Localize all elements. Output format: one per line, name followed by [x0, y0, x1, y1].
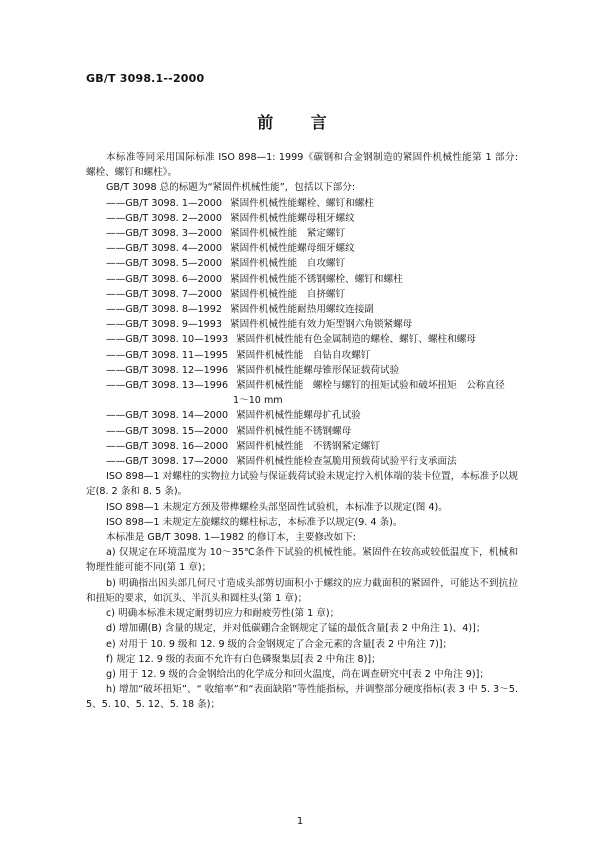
standard-code: ——GB/T 3098. 1—2000	[106, 197, 222, 209]
document-body	[86, 150, 518, 713]
standard-code: ——GB/T 3098. 2—2000	[106, 212, 222, 224]
standard-code: ——GB/T 3098. 15—2000	[106, 425, 229, 437]
body-paragraph: ISO 898—1 未规定方颈及带榫螺栓头部坚固性试验机，本标准予以规定(图 4)。	[106, 501, 448, 513]
list-item	[86, 317, 518, 332]
list-item	[86, 378, 518, 393]
list-item	[86, 272, 518, 287]
list-item	[86, 363, 518, 378]
standard-code: ——GB/T 3098. 12—1996	[106, 364, 229, 376]
list-item	[86, 287, 518, 302]
page-title: 前 言	[257, 113, 343, 132]
revision-item: d) 增加硼(B) 含量的规定，并对低碳硼合金钢规定了锰的最低含量[表 2 中角注 1)、4)]；	[106, 623, 486, 635]
standard-code: ——GB/T 3098. 10—1993	[106, 334, 229, 346]
standard-code: ——GB/T 3098. 13—1996	[106, 380, 229, 392]
standard-title: 紧固件机械性能螺栓、螺钉和螺柱	[229, 197, 374, 209]
list-item	[86, 332, 518, 347]
list-item	[86, 241, 518, 256]
list-item	[86, 211, 518, 226]
list-item	[86, 196, 518, 211]
revision-item: e) 对用于 10. 9 级和 12. 9 级的合金钢规定了合金元素的含量[表 2 中角注 7)]；	[106, 638, 453, 650]
standard-code: ——GB/T 3098. 7—2000	[106, 288, 222, 300]
standard-header-code: GB/T 3098.1--2000	[86, 72, 205, 85]
standard-title: 紧固件机械性能 自钻自攻螺钉	[236, 349, 371, 361]
standard-title: 紧固件机械性能 紧定螺钉	[229, 228, 346, 240]
standard-title: 紧固件机械性能 螺栓与螺钉的扭矩试验和破坏扭矩 公称直径	[236, 380, 505, 392]
standard-code: ——GB/T 3098. 17—2000	[106, 456, 229, 468]
revision-item: c) 明确本标准未规定耐剪切应力和耐疲劳性(第 1 章)；	[106, 608, 340, 620]
standard-title: 紧固件机械性能螺母锥形保证载荷试验	[236, 364, 400, 376]
body-paragraph: ISO 898—1 未规定左旋螺纹的螺柱标志，本标准予以规定(9. 4 条)。	[106, 516, 403, 528]
standard-code: ——GB/T 3098. 5—2000	[106, 258, 222, 270]
standard-code: ——GB/T 3098. 3—2000	[106, 228, 222, 240]
series-intro-paragraph: GB/T 3098 总的标题为“紧固件机械性能”，包括以下部分:	[106, 182, 356, 194]
standard-code: ——GB/T 3098. 11—1995	[106, 349, 229, 361]
standard-title: 紧固件机械性能 不锈钢紧定螺钉	[236, 440, 380, 452]
standard-code: ——GB/T 3098. 8—1992	[106, 304, 222, 316]
standard-title: 紧固件机械性能检查氢脆用预载荷试验平行支承面法	[236, 456, 457, 468]
standard-code: ——GB/T 3098. 16—2000	[106, 440, 229, 452]
standard-code: ——GB/T 3098. 4—2000	[106, 243, 222, 255]
revision-item: f) 规定 12. 9 级的表面不允许有白色磷聚集层[表 2 中角注 8)]；	[106, 653, 381, 665]
standard-code: ——GB/T 3098. 9—1993	[106, 319, 222, 331]
standard-title: 紧固件机械性能 自攻螺钉	[229, 258, 346, 270]
standards-list	[86, 196, 518, 470]
list-item	[86, 439, 518, 454]
list-item	[86, 348, 518, 363]
list-item	[86, 424, 518, 439]
standard-code: ——GB/T 3098. 6—2000	[106, 273, 222, 285]
standard-title: 紧固件机械性能不锈钢螺母	[236, 425, 352, 437]
body-paragraph: ISO 898—1 对螺柱的实物拉力试验与保证载荷试验未规定拧入机体端的装卡位置，本标准予以规定(8. 2 条和 8. 5 条)。	[86, 471, 518, 498]
standard-title: 紧固件机械性能有色金属制造的螺栓、螺钉、螺柱和螺母	[236, 334, 476, 346]
revision-item: h) 增加“破坏扭矩”、“ 收缩率”和“表面缺陷”等性能指标，并调整部分硬度指标(表 3 中 5. 3～5. 5、5. 10、5. 12、5. 18 条)；	[86, 684, 518, 711]
intro-paragraph: 本标准等同采用国际标准 ISO 898—1: 1999《碳钢和合金钢制造的紧固件机械性能第 1 部分: 螺栓、螺钉和螺柱》。	[86, 152, 518, 179]
list-item	[86, 408, 518, 423]
revision-item: a) 仅规定在环境温度为 10～35℃条件下试验的机械性能。紧固件在较高或较低温度下，机械和物理性能可能不同(第 1 章)；	[86, 547, 518, 574]
standard-title: 紧固件机械性能有效力矩型钢六角锁紧螺母	[229, 319, 413, 331]
standard-title: 紧固件机械性能螺母细牙螺纹	[229, 243, 355, 255]
page-number: 1	[296, 816, 304, 827]
standard-title: 紧固件机械性能耐热用螺纹连接副	[229, 304, 374, 316]
revision-item: g) 用于 12. 9 级的合金钢给出的化学成分和回火温度，尚在调查研究中[表 2 中角注 9)]；	[106, 668, 489, 680]
standard-title-continuation: 1～10 mm	[233, 395, 283, 407]
list-item	[86, 226, 518, 241]
list-item	[86, 454, 518, 469]
standard-title: 紧固件机械性能螺母粗牙螺纹	[229, 212, 355, 224]
standard-title: 紧固件机械性能螺母扩孔试验	[236, 410, 361, 422]
standard-code: ——GB/T 3098. 14—2000	[106, 410, 229, 422]
list-item	[86, 302, 518, 317]
body-paragraph: 本标准是 GB/T 3098. 1—1982 的修订本，主要修改如下:	[106, 532, 357, 544]
list-item	[86, 256, 518, 271]
revision-item: b) 明确指出因头部几何尺寸造成头部剪切面积小于螺纹的应力截面积的紧固件，可能达不到抗拉和扭矩的要求，如沉头、半沉头和圆柱头(第 1 章)；	[86, 577, 518, 604]
standard-title: 紧固件机械性能不锈钢螺栓、螺钉和螺柱	[229, 273, 403, 285]
standard-title: 紧固件机械性能 自挤螺钉	[229, 288, 346, 300]
